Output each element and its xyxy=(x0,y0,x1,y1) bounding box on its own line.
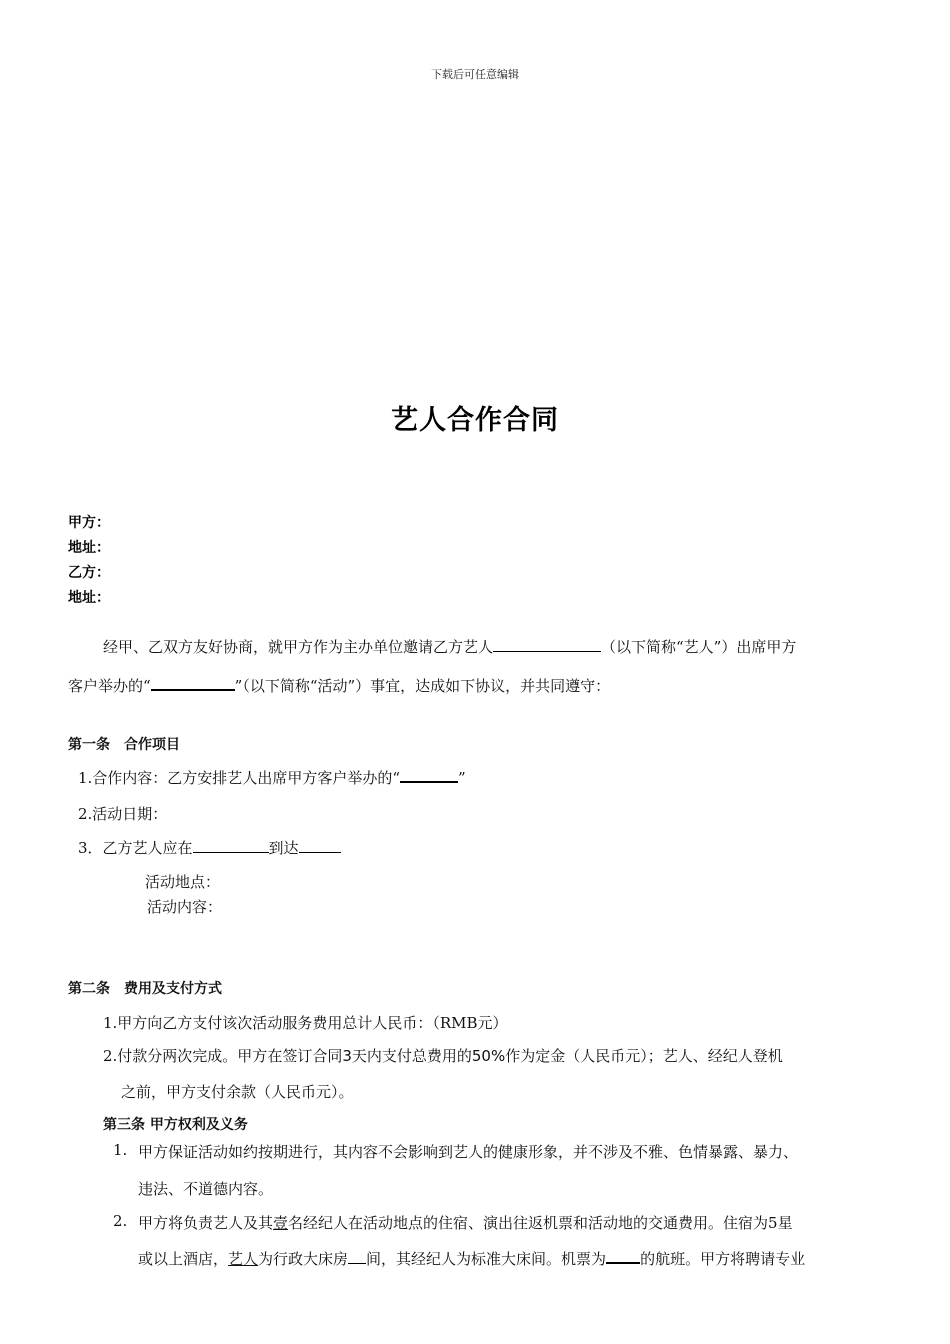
party-a-label: 甲方： xyxy=(68,515,110,531)
item-text: 天内支付总费用的 xyxy=(351,1047,472,1065)
article-1-heading: 第一条 合作项目 xyxy=(68,737,180,753)
article-3-item-2-line-1 xyxy=(138,1212,793,1233)
deposit-percent: 50% xyxy=(471,1047,506,1065)
item-text: 名经纪人在活动地点的住宿、演出往返机票和活动地的交通费用。住宿为 xyxy=(288,1214,769,1232)
room-count-blank xyxy=(348,1249,366,1264)
article-2-item-1: 1.甲方向乙方支付该次活动服务费用总计人民币：（RMB元） xyxy=(103,1014,508,1032)
article-3-item-1-line-2: 违法、不道德内容。 xyxy=(138,1180,274,1198)
arrival-place-blank xyxy=(299,838,341,853)
party-b-label: 乙方： xyxy=(68,565,110,581)
article-1-item-1 xyxy=(78,767,466,788)
intro-line-1 xyxy=(103,636,796,657)
article-2-item-2 xyxy=(103,1045,783,1066)
item-text: 作为定金（人民币元）；艺人、经纪人登机 xyxy=(505,1047,783,1065)
item-text: 甲方将负责艺人及其 xyxy=(138,1214,274,1232)
article-2-item-2-cont: 之前，甲方支付余款（人民币元）。 xyxy=(121,1083,354,1101)
intro-text: 客户举办的“ xyxy=(68,677,151,695)
article-3-item-2-line-2 xyxy=(138,1248,805,1269)
event-blank xyxy=(400,767,458,783)
underlined-count: 壹 xyxy=(273,1214,289,1232)
intro-text: ”（以下简称“活动”）事宜，达成如下协议，并共同遵守： xyxy=(234,677,611,695)
item-text: 的航班。甲方将聘请专业 xyxy=(640,1250,806,1268)
item-text: ” xyxy=(457,769,466,787)
activity-place: 活动地点： xyxy=(145,873,221,891)
item-text: 间，其经纪人为标准大床间。机票为 xyxy=(366,1250,607,1268)
intro-text: （以下简称“艺人”）出席甲方 xyxy=(601,638,797,656)
address-a-label: 地址： xyxy=(68,540,110,556)
underlined-artist: 艺人 xyxy=(228,1250,259,1268)
item-text: 为行政大床房 xyxy=(258,1250,349,1268)
article-1-item-2: 2.活动日期： xyxy=(78,805,168,823)
activity-content: 活动内容： xyxy=(147,898,223,916)
item-text: 2.付款分两次完成。甲方在签订合同 xyxy=(103,1047,343,1065)
item-text: 1.合作内容：乙方安排艺人出席甲方客户举办的“ xyxy=(78,769,400,787)
item-text: 星 xyxy=(777,1214,793,1232)
days-number: 3 xyxy=(342,1047,352,1065)
artist-name-blank xyxy=(493,637,601,652)
hotel-stars: 5 xyxy=(768,1214,778,1232)
item-text: 3．乙方艺人应在 xyxy=(78,839,193,857)
article-3-item-2-number: 2. xyxy=(113,1212,128,1230)
article-1-item-3 xyxy=(78,837,341,858)
item-text: 到达 xyxy=(268,839,299,857)
address-b-label: 地址： xyxy=(68,590,110,606)
article-2-heading: 第二条 费用及支付方式 xyxy=(68,981,222,997)
intro-text: 经甲、乙双方友好协商，就甲方作为主办单位邀请乙方艺人 xyxy=(103,638,494,656)
contract-title: 艺人合作合同 xyxy=(391,405,559,436)
arrival-date-blank xyxy=(193,838,269,853)
article-3-heading: 第三条 甲方权利及义务 xyxy=(103,1117,248,1133)
intro-line-2 xyxy=(68,675,610,696)
article-3-item-1-number: 1. xyxy=(113,1141,128,1159)
item-text: 或以上酒店， xyxy=(138,1250,229,1268)
article-3-item-1-line-1: 甲方保证活动如约按期进行，其内容不会影响到艺人的健康形象，并不涉及不雅、色情暴露、暴力、 xyxy=(138,1143,799,1161)
event-name-blank xyxy=(151,675,235,691)
header-note: 下载后可任意编辑 xyxy=(431,68,519,81)
flight-class-blank xyxy=(606,1248,640,1264)
